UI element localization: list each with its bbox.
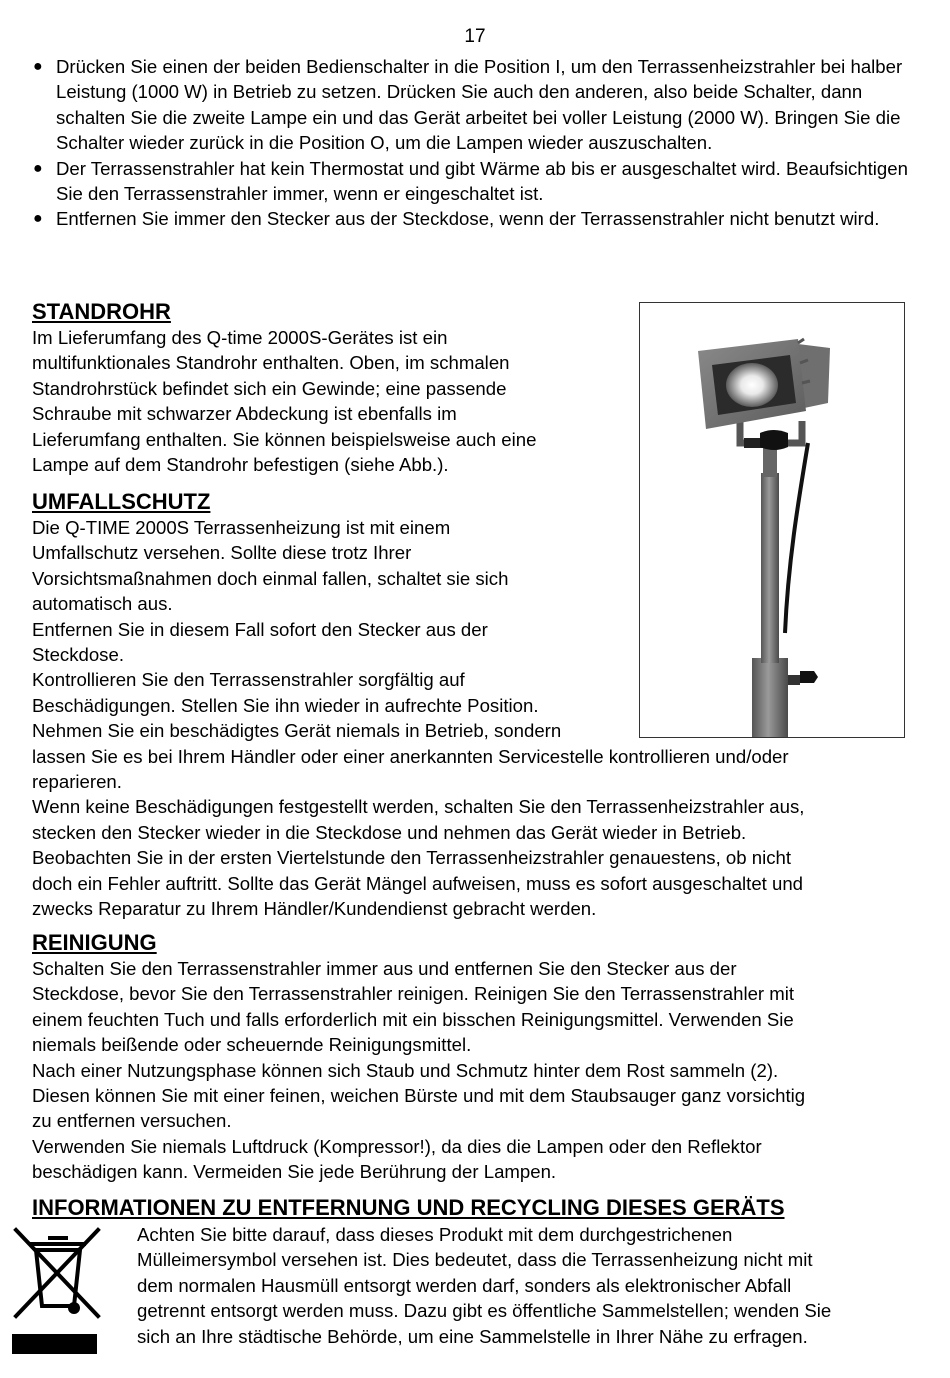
line: Kontrollieren Sie den Terrassenstrahler sorgfältig auf <box>32 669 465 691</box>
line: niemals beißende oder scheuernde Reinigungsmittel. <box>32 1034 472 1056</box>
section-reinigung <box>32 930 922 1185</box>
line: Mülleimersymbol versehen ist. Dies bedeutet, dass die Terrassenheizung nicht mit <box>137 1249 813 1271</box>
line: einem feuchten Tuch und falls erforderlich mit ein bisschen Reinigungsmittel. Verwenden Sie <box>32 1008 794 1030</box>
line: stecken den Stecker wieder in die Steckdose und nehmen das Gerät wieder in Betrieb. <box>32 821 747 843</box>
line: Im Lieferumfang des Q-time 2000S-Gerätes ist ein <box>32 327 448 348</box>
line: Nehmen Sie ein beschädigtes Gerät niemals in Betrieb, sondern <box>32 720 562 742</box>
section-umfallschutz <box>32 489 922 922</box>
section-heading: INFORMATIONEN ZU ENTFERNUNG UND RECYCLING DIESES GERÄTS <box>32 1195 785 1220</box>
bullet-icon: ● <box>33 159 43 177</box>
line: getrennt entsorgt werden muss. Dazu gibt es öffentliche Sammelstellen; wenden Sie <box>137 1300 832 1322</box>
line: Schalten Sie den Terrassenstrahler immer aus und entfernen Sie den Stecker aus der <box>32 958 737 979</box>
line: Wenn keine Beschädigungen festgestellt werden, schalten Sie den Terrassenheizstrahler aus, <box>32 796 805 818</box>
section-heading: REINIGUNG <box>32 930 157 955</box>
page-number: 17 <box>464 26 486 47</box>
bullet-list <box>32 54 922 232</box>
bullet-icon: ● <box>33 210 43 228</box>
line: multifunktionales Standrohr enthalten. Oben, im schmalen <box>32 352 510 374</box>
section-heading: UMFALLSCHUTZ <box>32 489 211 514</box>
bullet-item <box>32 54 922 156</box>
line: Nach einer Nutzungsphase können sich Staub und Schmutz hinter dem Rost sammeln (2). <box>32 1059 779 1081</box>
section-recycling <box>32 1195 922 1221</box>
line: Steckdose, bevor Sie den Terrassenstrahler reinigen. Reinigen Sie den Terrassenstrahler mit <box>32 983 795 1005</box>
line: Beschädigungen. Stellen Sie ihn wieder in aufrechte Position. <box>32 694 539 716</box>
line: reparieren. <box>32 771 122 793</box>
line: Verwenden Sie niemals Luftdruck (Kompressor!), da dies die Lampen oder den Reflektor <box>32 1135 762 1157</box>
bullet-item <box>32 206 922 231</box>
line: Umfallschutz versehen. Sollte diese trotz Ihrer <box>32 542 412 564</box>
bullet-text: Entfernen Sie immer den Stecker aus der Steckdose, wenn der Terrassenstrahler nicht benutzt wird. <box>56 208 880 230</box>
bullet-item <box>32 156 922 207</box>
section-standrohr <box>32 299 632 477</box>
line: zu entfernen versuchen. <box>32 1110 232 1132</box>
line: Die Q-TIME 2000S Terrassenheizung ist mit einem <box>32 517 451 538</box>
line: dem normalen Hausmüll entsorgt werden darf, sonders als elektronischer Abfall <box>137 1274 792 1296</box>
line: Achten Sie bitte darauf, dass dieses Produkt mit dem durchgestrichenen <box>137 1224 733 1245</box>
line: beschädigen kann. Vermeiden Sie jede Berührung der Lampen. <box>32 1161 557 1183</box>
line: Vorsichtsmaßnahmen doch einmal fallen, schaltet sie sich <box>32 567 509 589</box>
line: Diesen können Sie mit einer feinen, weichen Bürste und mit dem Staubsauger ganz vorsichtig <box>32 1085 806 1107</box>
line: Lieferumfang enthalten. Sie können beispielsweise auch eine <box>32 428 537 450</box>
line: Beobachten Sie in der ersten Viertelstunde den Terrassenheizstrahler genauestens, ob nicht <box>32 847 792 869</box>
line: doch ein Fehler auftritt. Sollte das Gerät Mängel aufweisen, muss es sofort ausgeschaltet und <box>32 872 804 894</box>
line: lassen Sie es bei Ihrem Händler oder einer anerkannten Servicestelle kontrollieren und/oder <box>32 745 789 767</box>
line: Schraube mit schwarzer Abdeckung ist ebenfalls im <box>32 403 457 425</box>
line: Steckdose. <box>32 644 124 666</box>
line: automatisch aus. <box>32 593 173 615</box>
recycling-text <box>137 1222 927 1349</box>
line: Entfernen Sie in diesem Fall sofort den Stecker aus der <box>32 618 488 640</box>
bullet-text: Der Terrassenstrahler hat kein Thermostat und gibt Wärme ab bis er ausgeschaltet wird. Beaufsichtigen Sie den Terrassenstrahler immer, wenn er eingeschaltet ist. <box>56 157 908 205</box>
section-heading: STANDROHR <box>32 299 171 324</box>
crossed-out-wheelie-bin-icon <box>12 1226 102 1356</box>
bullet-text: Drücken Sie einen der beiden Bedienschalter in die Position I, um den Terrassenheizstrahler bei halber Leistung (1000 W) in Betrieb zu setzen. Drücken Sie auch den anderen, also beide Schalter, dann schalten Sie die zweite Lampe ein und das Gerät arbeitet bei voller Leistung (2000 W). Bringen Sie die Schalter wieder zurück in die Position O, um die Lampen wieder auszuschalten. <box>56 56 903 154</box>
line: zwecks Reparatur zu Ihrem Händler/Kundendienst gebracht werden. <box>32 898 597 920</box>
line: Standrohrstück befindet sich ein Gewinde; eine passende <box>32 377 507 399</box>
line: sich an Ihre städtische Behörde, um eine Sammelstelle in Ihrer Nähe zu erfragen. <box>137 1325 808 1347</box>
line: Lampe auf dem Standrohr befestigen (siehe Abb.). <box>32 454 449 476</box>
bullet-icon: ● <box>33 58 43 75</box>
